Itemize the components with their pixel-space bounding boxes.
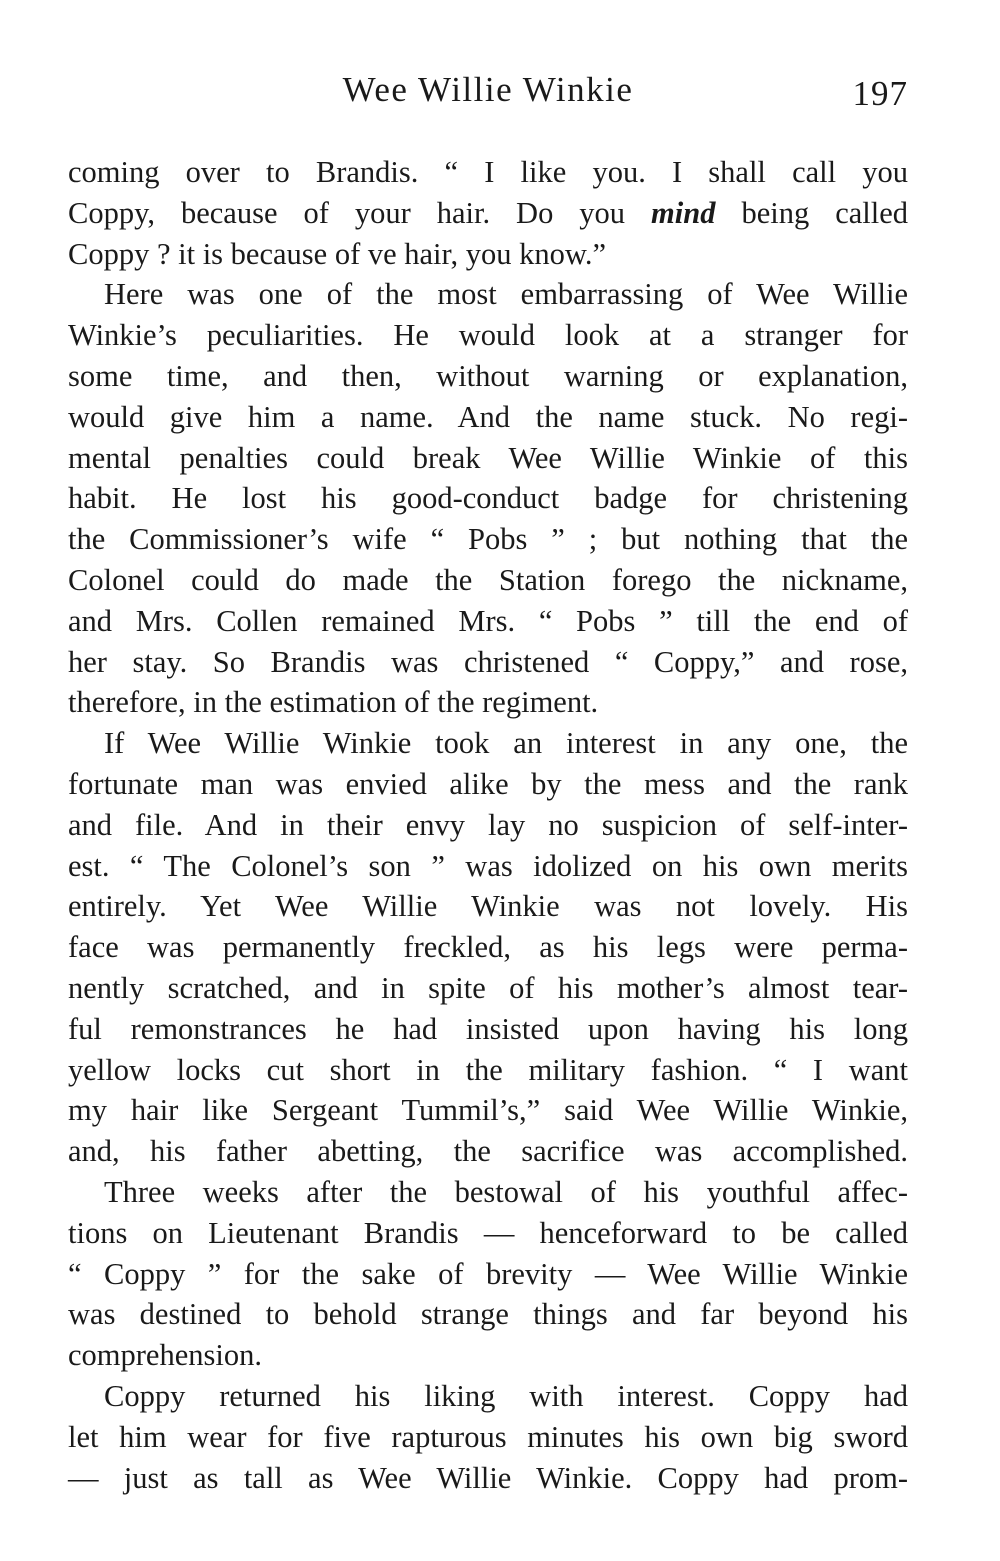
body-text xyxy=(68,152,908,1498)
text-run: Coppy, because of your hair. Do you xyxy=(68,195,626,230)
text-line: Coppy ? it is because of ve hair, you know.” xyxy=(68,236,607,271)
paragraph-5 xyxy=(68,1376,908,1498)
paragraph-2 xyxy=(68,274,908,723)
text-line: Coppy returned his liking with interest. Coppy had xyxy=(104,1378,908,1413)
text-line: therefore, in the estimation of the regiment. xyxy=(68,685,599,720)
text-line: “ Coppy ” for the sake of brevity — Wee Willie Winkie xyxy=(68,1256,908,1291)
text-line: my hair like Sergeant Tummil’s,” said Wee Willie Winkie, xyxy=(68,1093,908,1128)
text-line: Here was one of the most embarrassing of Wee Willie xyxy=(104,277,908,312)
text-line: — just as tall as Wee Willie Winkie. Coppy had prom- xyxy=(68,1460,908,1495)
text-line: habit. He lost his good-conduct badge for christening xyxy=(68,481,908,516)
text-line: was destined to behold strange things and far beyond his xyxy=(68,1297,908,1332)
text-line: comprehension. xyxy=(68,1338,262,1373)
text-line: est. “ The Colonel’s son ” was idolized on his own merits xyxy=(68,848,908,883)
text-line-with-emphasis xyxy=(68,193,908,234)
text-line: Winkie’s peculiarities. He would look at a stranger for xyxy=(68,318,908,353)
text-line: would give him a name. And the name stuck. No regi- xyxy=(68,399,908,434)
text-line: Three weeks after the bestowal of his youthful affec- xyxy=(104,1174,908,1209)
text-line: the Commissioner’s wife “ Pobs ” ; but nothing that the xyxy=(68,522,908,557)
text-line: If Wee Willie Winkie took an interest in any one, the xyxy=(104,726,908,761)
text-line: entirely. Yet Wee Willie Winkie was not lovely. His xyxy=(68,889,908,924)
text-line: yellow locks cut short in the military fashion. “ I want xyxy=(68,1052,908,1087)
paragraph-1 xyxy=(68,152,908,274)
text-line: and file. And in their envy lay no suspicion of self-inter- xyxy=(68,807,908,842)
text-line: coming over to Brandis. “ I like you. I shall call you xyxy=(68,155,908,189)
text-line: face was permanently freckled, as his legs were perma- xyxy=(68,930,908,965)
paragraph-4 xyxy=(68,1172,908,1376)
text-line: her stay. So Brandis was christened “ Coppy,” and rose, xyxy=(68,644,908,679)
emphasized-word: mind xyxy=(651,195,716,230)
paragraph-3 xyxy=(68,723,908,1172)
text-line: ful remonstrances he had insisted upon having his long xyxy=(68,1011,908,1046)
text-line: and, his father abetting, the sacrifice was accomplished. xyxy=(68,1134,908,1169)
text-line: Colonel could do made the Station forego the nickname, xyxy=(68,562,908,597)
running-title: Wee Willie Winkie xyxy=(342,70,634,109)
text-line: fortunate man was envied alike by the mess and the rank xyxy=(68,766,908,801)
page-number: 197 xyxy=(852,74,908,113)
text-line: nently scratched, and in spite of his mother’s almost tear- xyxy=(68,970,908,1005)
text-line: and Mrs. Collen remained Mrs. “ Pobs ” till the end of xyxy=(68,603,908,638)
text-line: some time, and then, without warning or explanation, xyxy=(68,358,908,393)
running-head xyxy=(68,70,908,116)
text-line: mental penalties could break Wee Willie Winkie of this xyxy=(68,440,908,475)
text-line: let him wear for five rapturous minutes his own big sword xyxy=(68,1419,908,1454)
text-line: tions on Lieutenant Brandis — henceforward to be called xyxy=(68,1215,908,1250)
text-run: being called xyxy=(741,195,908,230)
